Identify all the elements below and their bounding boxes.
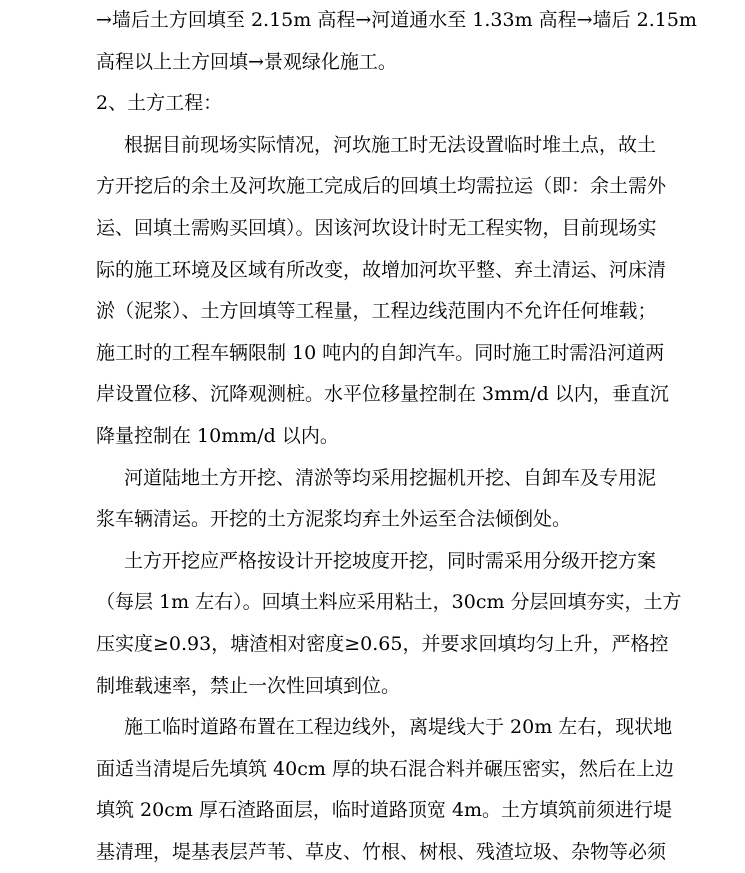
text-line: 施工临时道路布置在工程边线外，离堤线大于 20m 左右，现状地	[124, 716, 673, 739]
text-line: 方开挖后的余土及河坎施工完成后的回填土均需拉运（即：余土需外	[96, 175, 667, 198]
text-line: 高程以上土方回填→景观绿化施工。	[96, 50, 397, 73]
text-line: 淤（泥浆）、土方回填等工程量，工程边线范围内不允许任何堆载；	[96, 300, 657, 323]
document-body	[96, 0, 697, 873]
text-line: （每层 1m 左右）。回填土料应采用粘土，30cm 分层回填夯实，土方	[96, 591, 682, 614]
text-line: 基清理，堤基表层芦苇、草皮、竹根、树根、残渣垃圾、杂物等必须	[96, 840, 667, 863]
text-line: 2、土方工程：	[96, 92, 223, 115]
text-line: 降量控制在 10mm/d 以内。	[96, 424, 339, 447]
text-line: →墙后土方回填至 2.15m 高程→河道通水至 1.33m 高程→墙后 2.15m	[96, 9, 697, 31]
text-line: 河道陆地土方开挖、清淤等均采用挖掘机开挖、自卸车及专用泥	[124, 466, 657, 489]
text-line: 土方开挖应严格按设计开挖坡度开挖，同时需采用分级开挖方案	[124, 549, 657, 572]
text-line: 填筑 20cm 厚石渣路面层，临时道路顶宽 4m。土方填筑前须进行堤	[96, 799, 673, 822]
document-page	[96, 0, 697, 873]
text-line: 面适当清堤后先填筑 40cm 厚的块石混合料并碾压密实，然后在上边	[96, 757, 674, 780]
text-line: 际的施工环境及区域有所改变，故增加河坎平整、弃土清运、河床清	[96, 258, 667, 281]
text-line: 制堆载速率，禁止一次性回填到位。	[96, 674, 401, 697]
text-line: 运、回填土需购买回填）。因该河坎设计时无工程实物，目前现场实	[96, 216, 657, 239]
text-line: 浆车辆清运。开挖的土方泥浆均弃土外运至合法倾倒处。	[96, 508, 572, 531]
text-line: 施工时的工程车辆限制 10 吨内的自卸汽车。同时施工时需沿河道两	[96, 341, 665, 364]
text-line: 压实度≥0.93，塘渣相对密度≥0.65，并要求回填均匀上升，严格控	[96, 632, 669, 655]
text-line: 根据目前现场实际情况，河坎施工时无法设置临时堆土点，故土	[124, 133, 657, 156]
text-line: 岸设置位移、沉降观测桩。水平位移量控制在 3mm/d 以内，垂直沉	[96, 383, 669, 406]
